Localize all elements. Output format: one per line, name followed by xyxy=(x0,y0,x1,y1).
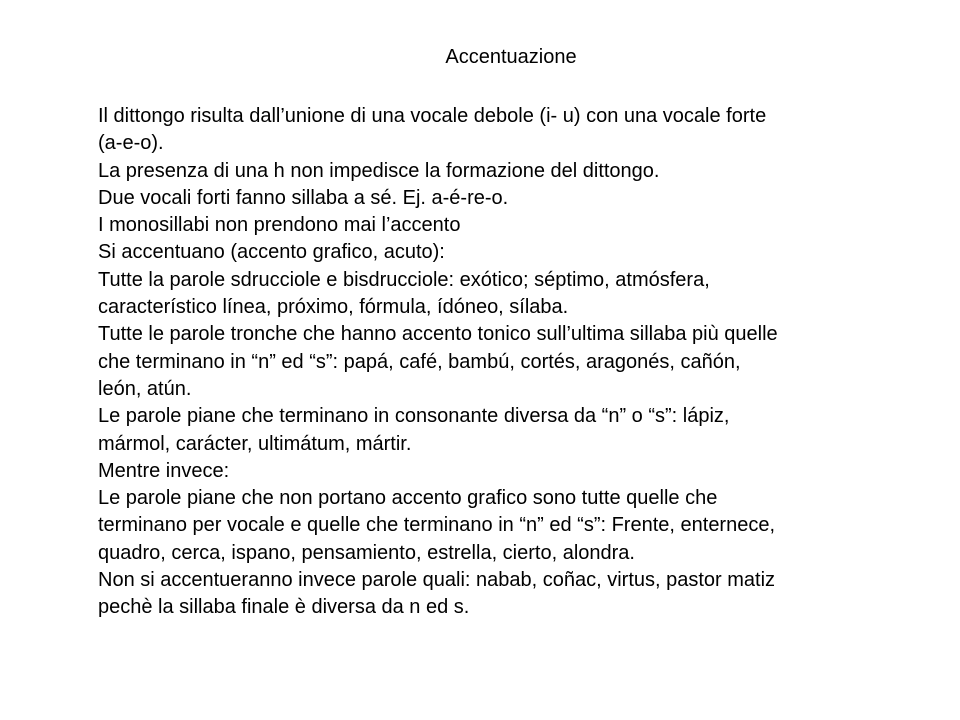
body-line: I monosillabi non prendono mai l’accento xyxy=(98,214,461,237)
body-line: león, atún. xyxy=(98,377,192,400)
body-line: Il dittongo risulta dall’unione di una vocale debole (i- u) con una vocale forte xyxy=(98,105,767,127)
body-line: Mentre invece: xyxy=(98,459,230,482)
slide-body xyxy=(98,103,918,622)
body-line: característico línea, próximo, fórmula, ídóneo, sílaba. xyxy=(98,296,569,319)
body-line: terminano per vocale e quelle che terminano in “n” ed “s”: Frente, enternece, xyxy=(98,514,776,537)
body-line: Tutte le parole tronche che hanno accento tonico sull’ultima sillaba più quelle xyxy=(98,323,778,346)
slide-title: Accentuazione xyxy=(445,46,577,68)
body-line: pechè la sillaba finale è diversa da n ed s. xyxy=(98,596,470,619)
body-line: quadro, cerca, ispano, pensamiento, estrella, cierto, alondra. xyxy=(98,541,635,564)
body-line: La presenza di una h non impedisce la formazione del dittongo. xyxy=(98,159,660,182)
body-line: Non si accentueranno invece parole quali: nabab, coñac, virtus, pastor matiz xyxy=(98,569,776,592)
body-line: Due vocali forti fanno sillaba a sé. Ej. a-é-re-o. xyxy=(98,186,509,209)
body-line: Le parole piane che non portano accento grafico sono tutte quelle che xyxy=(98,487,718,510)
body-line: che terminano in “n” ed “s”: papá, café, bambú, cortés, aragonés, cañón, xyxy=(98,350,741,373)
body-line: Le parole piane che terminano in consonante diversa da “n” o “s”: lápiz, xyxy=(98,405,730,428)
body-line: (a-e-o). xyxy=(98,132,164,155)
body-line: Tutte la parole sdrucciole e bisdrucciole: exótico; séptimo, atmósfera, xyxy=(98,268,710,291)
body-line: Si accentuano (accento grafico, acuto): xyxy=(98,241,445,264)
body-line: mármol, carácter, ultimátum, mártir. xyxy=(98,432,412,455)
